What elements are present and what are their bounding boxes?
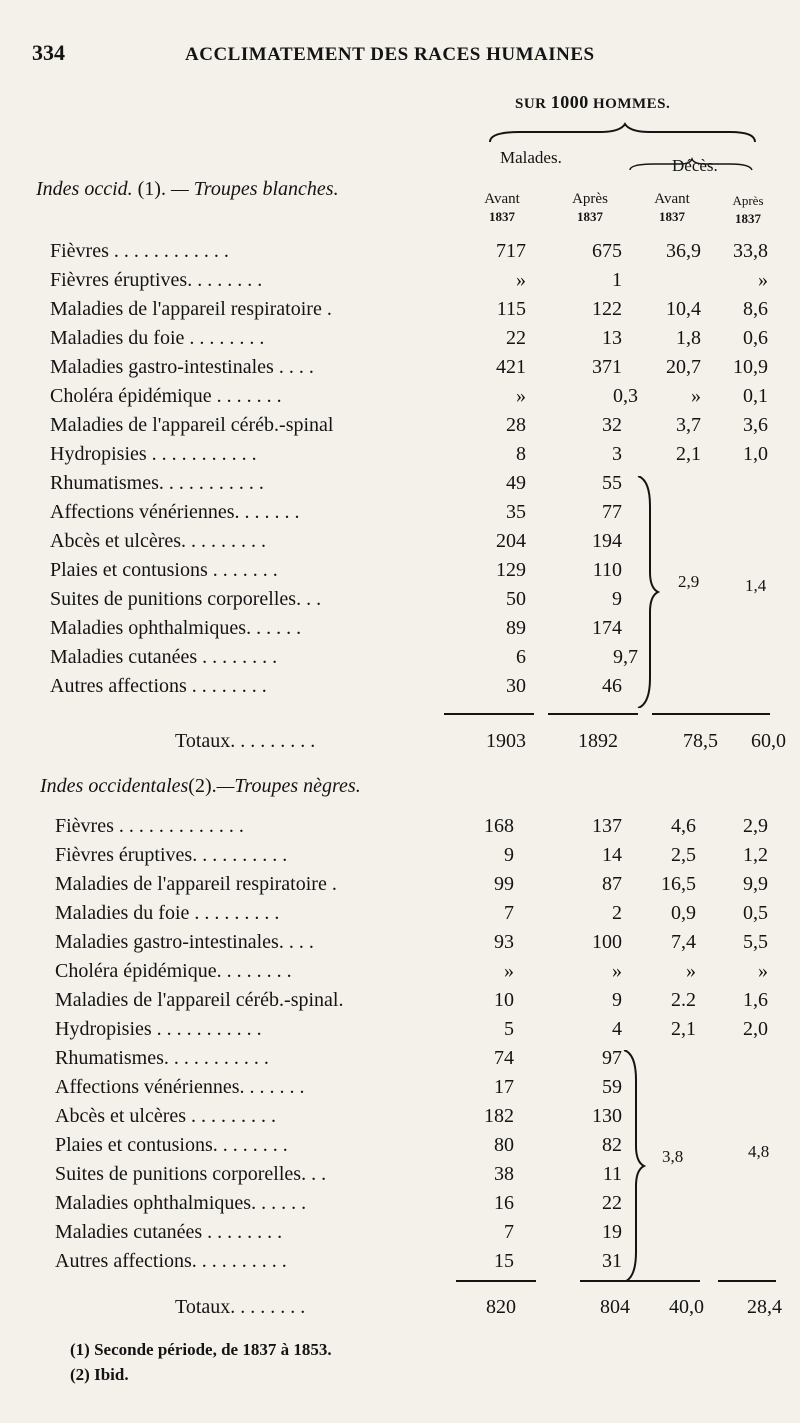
total-malades-apres: 804 [600,1296,630,1318]
col-label: Avant [484,191,520,207]
group-header-deces: Décès. [672,156,718,175]
cell-malades-avant: 15 [494,1250,514,1272]
table-row [0,617,800,646]
cell-malades-avant: 168 [484,815,514,837]
table-row [0,675,800,704]
cell-malades-avant: 16 [494,1192,514,1214]
row-label: Suites de punitions corporelles. . . [50,588,322,610]
cell-deces-apres: 9,9 [743,873,768,895]
table-row [0,960,800,989]
table1-total-rule [548,713,638,715]
cell-deces-apres: 1,6 [743,989,768,1011]
cell-malades-apres: 22 [602,1192,622,1214]
total-malades-avant: 820 [486,1296,516,1318]
table2-title [40,775,361,798]
cell-deces-avant: 2,1 [671,1018,696,1040]
cell-deces-avant: » [686,960,696,982]
cell-deces-apres: 10,9 [733,356,768,378]
cell-malades-apres: 46 [602,675,622,697]
table-row [0,385,800,414]
cell-deces-apres: » [758,960,768,982]
footnote-1: (1) Seconde période, de 1837 à 1853. [70,1340,332,1359]
table-row [0,269,800,298]
cell-malades-avant: 22 [506,327,526,349]
table-row [0,902,800,931]
cell-malades-apres: 13 [602,327,622,349]
table1-grouped-deces-apres: 1,4 [745,576,767,595]
totals-label: Totaux. . . . . . . . [175,1296,306,1318]
cell-malades-apres: 122 [592,298,622,320]
table-row [0,443,800,472]
cell-malades-apres: 11 [602,1163,622,1185]
cell-deces-avant: 3,7 [676,414,701,436]
cell-malades-avant: 89 [506,617,526,639]
cell-malades-apres: 194 [592,530,622,552]
table-row [0,1018,800,1047]
cell-malades-avant: 30 [506,675,526,697]
cell-malades-avant: 6 [516,646,526,668]
total-deces-apres: 28,4 [747,1296,782,1318]
row-label: Plaies et contusions . . . . . . . [50,559,278,581]
row-label: Maladies du foie . . . . . . . . [50,327,265,349]
table1-grouped-deces-avant: 2,9 [678,572,700,591]
table-row [0,472,800,501]
table2-total-rule [718,1280,776,1282]
row-label: Choléra épidémique . . . . . . . [50,385,282,407]
table-row [0,1192,800,1221]
cell-malades-apres: 110 [592,559,622,581]
per-number: 1000 [550,92,589,112]
row-label: Maladies gastro-intestinales. . . . [55,931,314,953]
table1-group-brace [636,476,660,708]
cell-malades-avant: 129 [496,559,526,581]
cell-malades-apres: 137 [592,815,622,837]
total-deces-avant: 40,0 [669,1296,704,1318]
row-label: Fièvres . . . . . . . . . . . . [50,240,229,262]
cell-malades-apres: 100 [592,931,622,953]
row-label: Maladies du foie . . . . . . . . . [55,902,280,924]
table1-title [36,178,339,201]
table-row [0,815,800,844]
cell-malades-avant: » [516,269,526,291]
cell-malades-avant: 49 [506,472,526,494]
cell-malades-apres: 9 [612,989,622,1011]
cell-malades-avant: 421 [496,356,526,378]
row-label: Maladies de l'appareil céréb.-spinal [50,414,334,436]
cell-malades-apres: 9,7 [613,646,638,668]
table-row [0,414,800,443]
table-row [0,356,800,385]
cell-deces-apres: 1,2 [743,844,768,866]
col-label: Avant [654,191,690,207]
page-number: 334 [32,40,65,65]
row-label: Maladies gastro-intestinales . . . . [50,356,314,378]
table-row [0,873,800,902]
table-row [0,1221,800,1250]
row-label: Rhumatismes. . . . . . . . . . . [55,1047,269,1069]
cell-deces-apres: 8,6 [743,298,768,320]
col-label: Après [572,191,608,207]
footnote-2: (2) Ibid. [70,1365,129,1384]
row-label: Fièvres . . . . . . . . . . . . . [55,815,244,837]
table-row [0,844,800,873]
cell-malades-avant: 7 [504,1221,514,1243]
cell-deces-avant: 0,9 [671,902,696,924]
cell-malades-apres: 4 [612,1018,622,1040]
row-label: Maladies cutanées . . . . . . . . [55,1221,283,1243]
row-label: Affections vénériennes. . . . . . . [55,1076,305,1098]
table-row [0,989,800,1018]
cell-malades-avant: 50 [506,588,526,610]
table-row [0,240,800,269]
table-row [0,501,800,530]
row-label: Choléra épidémique. . . . . . . . [55,960,292,982]
cell-malades-avant: 182 [484,1105,514,1127]
table-row [0,1163,800,1192]
cell-malades-avant: » [504,960,514,982]
row-label: Suites de punitions corporelles. . . [55,1163,327,1185]
table2-grouped-deces-avant: 3,8 [662,1147,684,1166]
totals-label: Totaux. . . . . . . . . [175,730,316,752]
cell-malades-avant: 204 [496,530,526,552]
table1-title-region: Indes occid. [36,178,133,200]
row-label: Affections vénériennes. . . . . . . [50,501,300,523]
row-label: Abcès et ulcères . . . . . . . . . [55,1105,277,1127]
col-year: 1837 [577,209,603,224]
cell-deces-apres: 0,6 [743,327,768,349]
running-title: ACCLIMATEMENT DES RACES HUMAINES [185,44,595,65]
row-label: Maladies ophthalmiques. . . . . . [50,617,302,639]
row-label: Autres affections . . . . . . . . [50,675,267,697]
cell-deces-avant: 1,8 [676,327,701,349]
table2-title-troops: —Troupes nègres. [216,775,361,797]
cell-malades-apres: 371 [592,356,622,378]
cell-deces-apres: 33,8 [733,240,768,262]
cell-malades-apres: 9 [612,588,622,610]
cell-malades-apres: 31 [602,1250,622,1272]
table2-total-rule [580,1280,700,1282]
cell-deces-avant: 2,5 [671,844,696,866]
table2-group-brace [622,1050,646,1282]
col-year: 1837 [735,211,761,226]
cell-deces-apres: 1,0 [743,443,768,465]
cell-malades-avant: 74 [494,1047,514,1069]
cell-deces-avant: 20,7 [666,356,701,378]
table1-title-note: (1). [137,178,166,200]
per-suffix: HOMMES. [593,96,671,112]
cell-malades-avant: 7 [504,902,514,924]
cell-malades-avant: » [516,385,526,407]
cell-malades-avant: 8 [516,443,526,465]
table-row [0,1076,800,1105]
row-label: Maladies de l'appareil céréb.-spinal. [55,989,344,1011]
table2-title-region: Indes occidentales [40,775,189,797]
cell-deces-avant: 7,4 [671,931,696,953]
cell-malades-apres: 87 [602,873,622,895]
total-deces-apres: 60,0 [751,730,786,752]
table1-title-troops: — Troupes blanches. [170,178,339,200]
cell-deces-apres: 5,5 [743,931,768,953]
col-header-deces-apres [718,192,778,228]
table-row [0,931,800,960]
cell-malades-avant: 717 [496,240,526,262]
table-row [0,1047,800,1076]
cell-malades-avant: 10 [494,989,514,1011]
row-label: Autres affections. . . . . . . . . . [55,1250,287,1272]
table1-total-rule [444,713,534,715]
cell-malades-apres: 82 [602,1134,622,1156]
cell-malades-avant: 35 [506,501,526,523]
cell-malades-apres: 55 [602,472,622,494]
table-row [0,588,800,617]
cell-malades-apres: 1 [612,269,622,291]
total-malades-avant: 1903 [486,730,526,752]
cell-deces-apres: 0,5 [743,902,768,924]
cell-malades-apres: 174 [592,617,622,639]
row-label: Hydropisies . . . . . . . . . . . [50,443,257,465]
cell-malades-avant: 9 [504,844,514,866]
table2-total-rule [456,1280,536,1282]
cell-malades-avant: 93 [494,931,514,953]
cell-malades-avant: 5 [504,1018,514,1040]
cell-malades-apres: 32 [602,414,622,436]
row-label: Maladies ophthalmiques. . . . . . [55,1192,307,1214]
cell-malades-apres: 59 [602,1076,622,1098]
total-malades-apres: 1892 [578,730,618,752]
table-row [0,298,800,327]
cell-deces-avant: 16,5 [661,873,696,895]
cell-malades-apres: 19 [602,1221,622,1243]
cell-deces-apres: 2,0 [743,1018,768,1040]
col-label: Après [732,193,764,208]
cell-malades-apres: 0,3 [613,385,638,407]
row-label: Maladies cutanées . . . . . . . . [50,646,278,668]
row-label: Abcès et ulcères. . . . . . . . . [50,530,267,552]
table-row [0,1250,800,1279]
cell-deces-avant: 10,4 [666,298,701,320]
cell-malades-avant: 80 [494,1134,514,1156]
row-label: Fièvres éruptives. . . . . . . . [50,269,263,291]
cell-malades-apres: » [612,960,622,982]
table-row [0,530,800,559]
row-label: Maladies de l'appareil respiratoire . [55,873,337,895]
row-label: Fièvres éruptives. . . . . . . . . . [55,844,288,866]
table-row [0,327,800,356]
cell-malades-apres: 77 [602,501,622,523]
cell-deces-avant: » [691,385,701,407]
row-label: Maladies de l'appareil respiratoire . [50,298,332,320]
cell-malades-apres: 97 [602,1047,622,1069]
cell-malades-avant: 28 [506,414,526,436]
cell-malades-apres: 3 [612,443,622,465]
cell-deces-apres: » [758,269,768,291]
cell-malades-avant: 17 [494,1076,514,1098]
per-thousand-heading [515,92,670,113]
table-row [0,646,800,675]
cell-malades-apres: 14 [602,844,622,866]
cell-malades-avant: 99 [494,873,514,895]
cell-deces-avant: 2.2 [671,989,696,1011]
col-header-malades-avant [472,190,532,226]
cell-malades-apres: 675 [592,240,622,262]
cell-malades-avant: 115 [496,298,526,320]
cell-deces-apres: 2,9 [743,815,768,837]
cell-deces-avant: 36,9 [666,240,701,262]
group-header-malades: Malades. [500,148,562,167]
cell-deces-avant: 4,6 [671,815,696,837]
table2-grouped-deces-apres: 4,8 [748,1142,770,1161]
cell-deces-apres: 3,6 [743,414,768,436]
col-year: 1837 [659,209,685,224]
row-label: Plaies et contusions. . . . . . . . [55,1134,288,1156]
row-label: Rhumatismes. . . . . . . . . . . [50,472,264,494]
col-header-deces-avant [642,190,702,226]
row-label: Hydropisies . . . . . . . . . . . [55,1018,262,1040]
cell-malades-avant: 38 [494,1163,514,1185]
cell-malades-apres: 130 [592,1105,622,1127]
table-row [0,1105,800,1134]
table1-total-rule [652,713,770,715]
cell-malades-apres: 2 [612,902,622,924]
table2-title-note: (2). [188,775,217,797]
per-prefix: SUR [515,96,547,112]
total-deces-avant: 78,5 [683,730,718,752]
col-header-malades-apres [560,190,620,226]
cell-deces-apres: 0,1 [743,385,768,407]
cell-deces-avant: 2,1 [676,443,701,465]
col-year: 1837 [489,209,515,224]
